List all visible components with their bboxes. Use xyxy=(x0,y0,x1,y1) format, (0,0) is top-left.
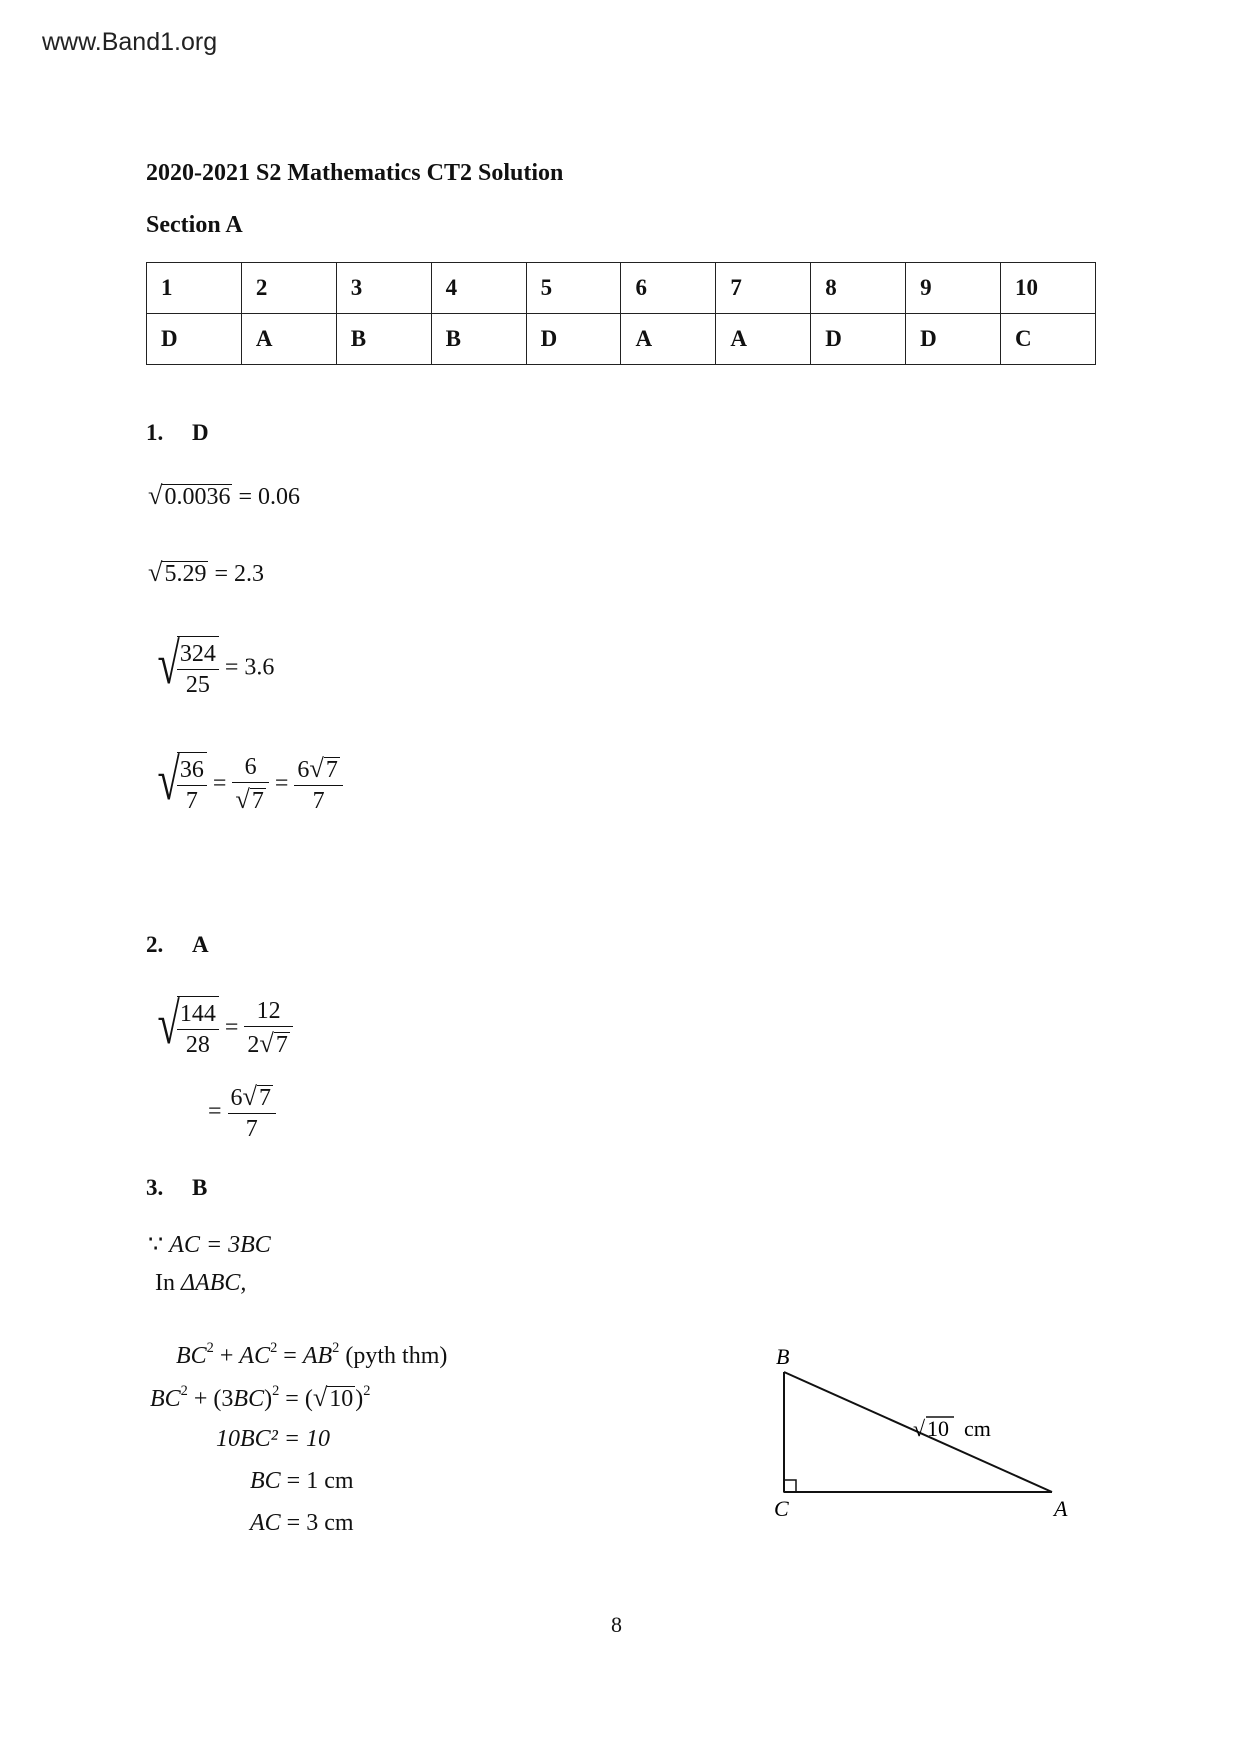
numerator: 144 xyxy=(177,999,219,1030)
table-row-numbers xyxy=(147,263,1096,314)
denominator: 25 xyxy=(185,672,210,698)
variable: AC xyxy=(250,1510,281,1536)
radicand: 7 xyxy=(259,1085,272,1111)
numerator: 12 xyxy=(244,996,292,1027)
q3-given xyxy=(148,1230,271,1259)
radicand: 7 xyxy=(251,788,264,814)
table-cell: 4 xyxy=(431,263,526,314)
because-symbol: ∵ xyxy=(148,1232,164,1258)
right-angle-mark xyxy=(784,1480,796,1492)
numerator: 36 xyxy=(177,755,207,786)
table-cell: A xyxy=(716,314,811,365)
radicand: 7 xyxy=(325,757,338,783)
vertex-label-b: B xyxy=(776,1344,790,1369)
page-number: 8 xyxy=(611,1612,622,1637)
q1-line-4: √ $\frac{36}{7}$ = $\frac{6}{√7}$ = $\frac{6√7}{7}$ xyxy=(148,752,343,816)
table-cell: B xyxy=(431,314,526,365)
given-statement: AC = 3BC xyxy=(169,1232,271,1258)
denominator: 28 xyxy=(185,1032,210,1058)
triangle-name: ΔABC, xyxy=(181,1270,247,1296)
question-answer: D xyxy=(192,420,209,445)
table-row-answers xyxy=(147,314,1096,365)
table-cell: 6 xyxy=(621,263,716,314)
coefficient: 2 xyxy=(247,1032,260,1058)
question-answer: B xyxy=(192,1175,208,1200)
table-cell: D xyxy=(147,314,242,365)
numerator: 6 xyxy=(232,752,268,783)
section-heading: Section A xyxy=(146,212,243,238)
hypotenuse-radicand: 10 xyxy=(927,1416,949,1441)
table-cell: D xyxy=(906,314,1001,365)
result: = 3.6 xyxy=(224,654,275,681)
table-cell: B xyxy=(336,314,431,365)
table-cell: 2 xyxy=(241,263,336,314)
question-number: 3. xyxy=(146,1175,164,1200)
value: = 1 cm xyxy=(286,1468,354,1494)
table-cell: D xyxy=(526,314,621,365)
q1-line-3: √ $\frac{324}{25}$ = 3.6 xyxy=(157,631,275,698)
radicand: 7 xyxy=(275,1032,288,1058)
table-cell: A xyxy=(241,314,336,365)
q3-eq-2: $BC^2 + (3BC)^2 = (√10)^2$ xyxy=(150,1382,371,1412)
in-word: In xyxy=(155,1270,175,1296)
q2-line-1: √ $\frac{144}{28}$ = $\frac{12}{2√7}$ xyxy=(148,996,293,1060)
vertex-label-c: C xyxy=(774,1496,789,1521)
site-url[interactable]: www.Band1.org xyxy=(42,28,218,56)
q3-eq-4 xyxy=(250,1468,354,1495)
document-title: 2020-2021 S2 Mathematics CT2 Solution xyxy=(146,160,564,186)
denominator: 7 xyxy=(245,1116,258,1142)
question-2-heading xyxy=(146,932,209,958)
vertex-label-a: A xyxy=(1054,1496,1068,1521)
denominator: 7 xyxy=(185,788,198,814)
question-answer: A xyxy=(192,932,209,957)
denominator: 7 xyxy=(312,788,325,814)
table-cell: 5 xyxy=(526,263,621,314)
radicand: 0.0036 xyxy=(164,484,231,510)
table-cell: 3 xyxy=(336,263,431,314)
reason: (pyth thm) xyxy=(345,1342,448,1369)
variable: BC xyxy=(250,1468,281,1494)
question-number: 2. xyxy=(146,932,164,957)
question-number: 1. xyxy=(146,420,164,445)
coefficient: 6 xyxy=(230,1085,243,1111)
value: = 3 cm xyxy=(286,1510,354,1536)
radicand: 10 xyxy=(329,1386,354,1412)
q1-line-1: √0.0036 = 0.06 xyxy=(148,480,301,510)
radical-sign: √ xyxy=(913,1416,926,1441)
q3-eq-1: $BC^2 + AC^2 = AB^2$ (pyth thm) xyxy=(176,1340,448,1369)
hypotenuse-unit: cm xyxy=(964,1416,991,1441)
table-cell: D xyxy=(811,314,906,365)
numerator: 324 xyxy=(177,639,219,670)
coefficient: 6 xyxy=(297,757,310,783)
triangle-diagram xyxy=(760,1340,1090,1530)
q1-line-2: √5.29 = 2.3 xyxy=(148,557,265,587)
table-cell: 10 xyxy=(1001,263,1096,314)
table-cell: 1 xyxy=(147,263,242,314)
q3-eq-3 xyxy=(216,1426,330,1453)
q3-eq-5 xyxy=(250,1510,354,1537)
table-cell: C xyxy=(1001,314,1096,365)
result: = 0.06 xyxy=(238,484,301,510)
q3-triangle-line xyxy=(155,1270,246,1297)
table-cell: 7 xyxy=(716,263,811,314)
equation: 10BC² = 10 xyxy=(216,1426,331,1452)
q2-line-2: = $\frac{6√7}{7}$ xyxy=(208,1080,276,1144)
question-3-heading xyxy=(146,1175,207,1201)
result: = 2.3 xyxy=(214,561,265,587)
table-cell: A xyxy=(621,314,716,365)
question-1-heading xyxy=(146,420,209,446)
radicand: 5.29 xyxy=(164,561,207,587)
answer-table xyxy=(146,262,1096,365)
table-cell: 9 xyxy=(906,263,1001,314)
table-cell: 8 xyxy=(811,263,906,314)
